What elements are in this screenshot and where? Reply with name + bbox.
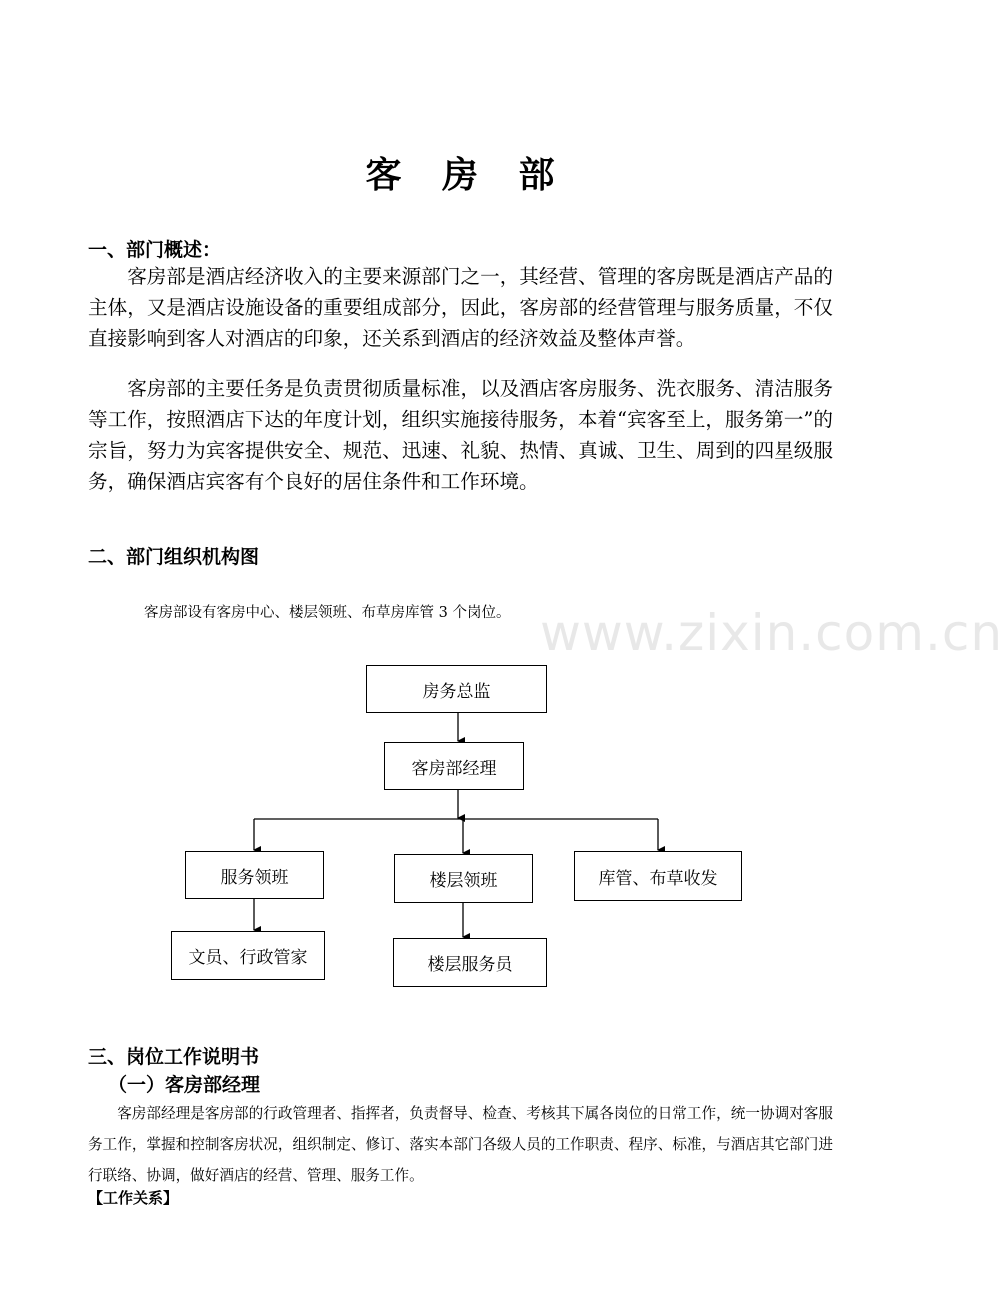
- overview-paragraph-1: 客房部是酒店经济收入的主要来源部门之一，其经营、管理的客房既是酒店产品的主体，又是酒店设施设备的重要组成部分，因此，客房部的经营管理与服务质量，不仅直接影响到客人对酒店的印象，还关系到酒店的经济效益及整体声誉。: [88, 265, 833, 350]
- org-chart-note: 客房部设有客房中心、楼层领班、布草房库管 3 个岗位。: [144, 605, 511, 621]
- section-heading-job-description: 三、岗位工作说明书: [88, 1046, 260, 1068]
- org-box-floor-leader: 楼层领班: [394, 854, 533, 903]
- manager-description-paragraph: 客房部经理是客房部的行政管理者、指挥者，负责督导、检查、考核其下属各岗位的日常工作，统一协调对客服务工作，掌握和控制客房状况，组织制定、修订、落实本部门各级人员的工作职责、程序、标准，与酒店其它部门进行联络、协调，做好酒店的经营、管理、服务工作。: [88, 1105, 833, 1184]
- overview-paragraph-2: 客房部的主要任务是负责贯彻质量标准，以及酒店客房服务、洗衣服务、清洁服务等工作，按照酒店下达的年度计划，组织实施接待服务，本着“宾客至上，服务第一”的宗旨，努力为宾客提供安全、规范、迅速、礼貌、热情、真诚、卫生、周到的四星级服务，确保酒店宾客有个良好的居住条件和工作环境。: [88, 377, 834, 493]
- org-box-director: 房务总监: [366, 665, 547, 713]
- section-heading-org-chart: 二、部门组织机构图: [88, 546, 260, 568]
- subsection-heading-manager: （一）客房部经理: [108, 1074, 261, 1096]
- org-box-service-leader: 服务领班: [185, 851, 324, 899]
- org-box-manager: 客房部经理: [384, 742, 524, 790]
- watermark: www.zixin.com.cn: [540, 604, 1003, 662]
- work-relation-label: 【工作关系】: [88, 1189, 179, 1207]
- org-box-floor-attendant: 楼层服务员: [393, 938, 547, 987]
- org-box-storekeeper: 库管、布草收发: [574, 851, 742, 901]
- section-heading-overview: 一、部门概述：: [88, 239, 222, 261]
- org-box-clerk: 文员、行政管家: [171, 931, 325, 980]
- page-title: 客 房 部: [365, 155, 569, 196]
